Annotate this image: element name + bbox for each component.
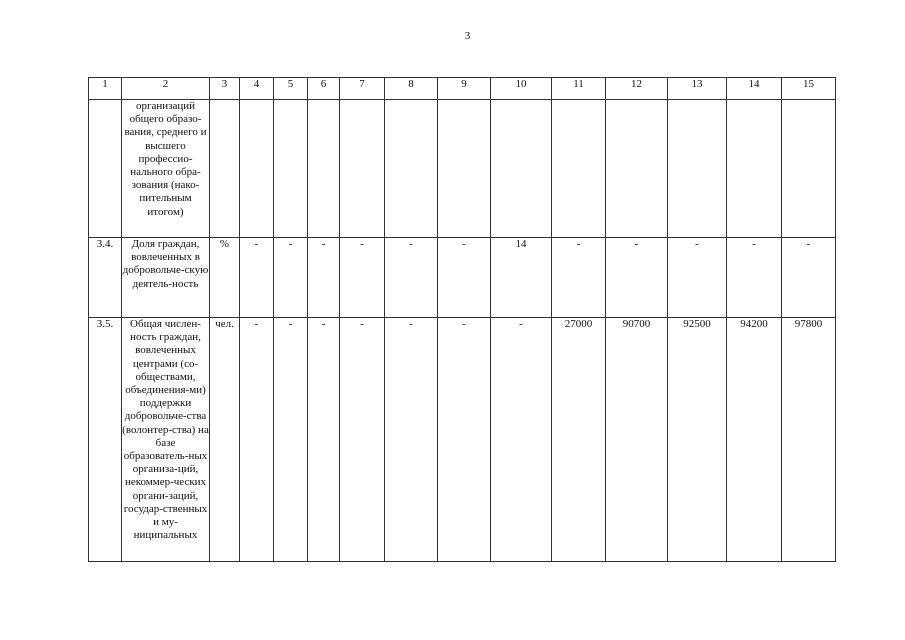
header-cell: 8 [385,78,438,100]
value-cell: - [438,238,491,318]
header-cell: 10 [491,78,552,100]
value-cell [385,100,438,238]
value-cell [438,100,491,238]
value-cell [240,100,274,238]
value-cell [308,100,340,238]
unit-cell: чел. [210,318,240,562]
value-cell [552,100,606,238]
value-cell [727,100,782,238]
header-cell: 15 [782,78,836,100]
row-number: 3.4. [89,238,122,318]
value-cell [668,100,727,238]
indicator-text: Общая числен-ность граждан, вовлеченных центрами (со-обществами, объединения-ми) поддержки добровольче-ства (волонтер-ства) на базе образователь-ных организа-ций, некоммер-ческих органи-заций, государ-ственных и му-ниципальных [122,318,210,562]
value-cell: 14 [491,238,552,318]
value-cell: - [606,238,668,318]
table-row [89,318,836,562]
value-cell: 27000 [552,318,606,562]
value-cell: - [552,238,606,318]
value-cell [491,100,552,238]
header-cell: 6 [308,78,340,100]
unit-cell [210,100,240,238]
table-row [89,100,836,238]
value-cell: - [782,238,836,318]
value-cell: 90700 [606,318,668,562]
value-cell: - [308,238,340,318]
header-cell: 5 [274,78,308,100]
header-cell: 14 [727,78,782,100]
value-cell: 92500 [668,318,727,562]
value-cell: 94200 [727,318,782,562]
header-cell: 13 [668,78,727,100]
value-cell: - [727,238,782,318]
header-cell: 11 [552,78,606,100]
value-cell: - [240,318,274,562]
header-cell: 3 [210,78,240,100]
value-cell: - [438,318,491,562]
value-cell: - [491,318,552,562]
value-cell: - [340,238,385,318]
value-cell [340,100,385,238]
header-cell: 7 [340,78,385,100]
value-cell: - [668,238,727,318]
value-cell [274,100,308,238]
indicator-text: организаций общего образо-вания, среднего и высшего профессио-нального обра-зования (нако-пительным итогом) [122,100,210,238]
header-cell: 4 [240,78,274,100]
header-cell: 12 [606,78,668,100]
unit-cell: % [210,238,240,318]
row-number: 3.5. [89,318,122,562]
header-row [89,78,836,100]
row-number [89,100,122,238]
value-cell: - [240,238,274,318]
indicator-text: Доля граждан, вовлеченных в добровольче-скую деятель-ность [122,238,210,318]
value-cell: - [385,238,438,318]
header-cell: 9 [438,78,491,100]
indicators-table [88,77,836,562]
value-cell: - [385,318,438,562]
value-cell: 97800 [782,318,836,562]
value-cell: - [340,318,385,562]
header-cell: 1 [89,78,122,100]
value-cell [606,100,668,238]
value-cell: - [274,238,308,318]
page-number: 3 [464,30,471,42]
value-cell: - [308,318,340,562]
table-row [89,238,836,318]
value-cell [782,100,836,238]
header-cell: 2 [122,78,210,100]
value-cell: - [274,318,308,562]
